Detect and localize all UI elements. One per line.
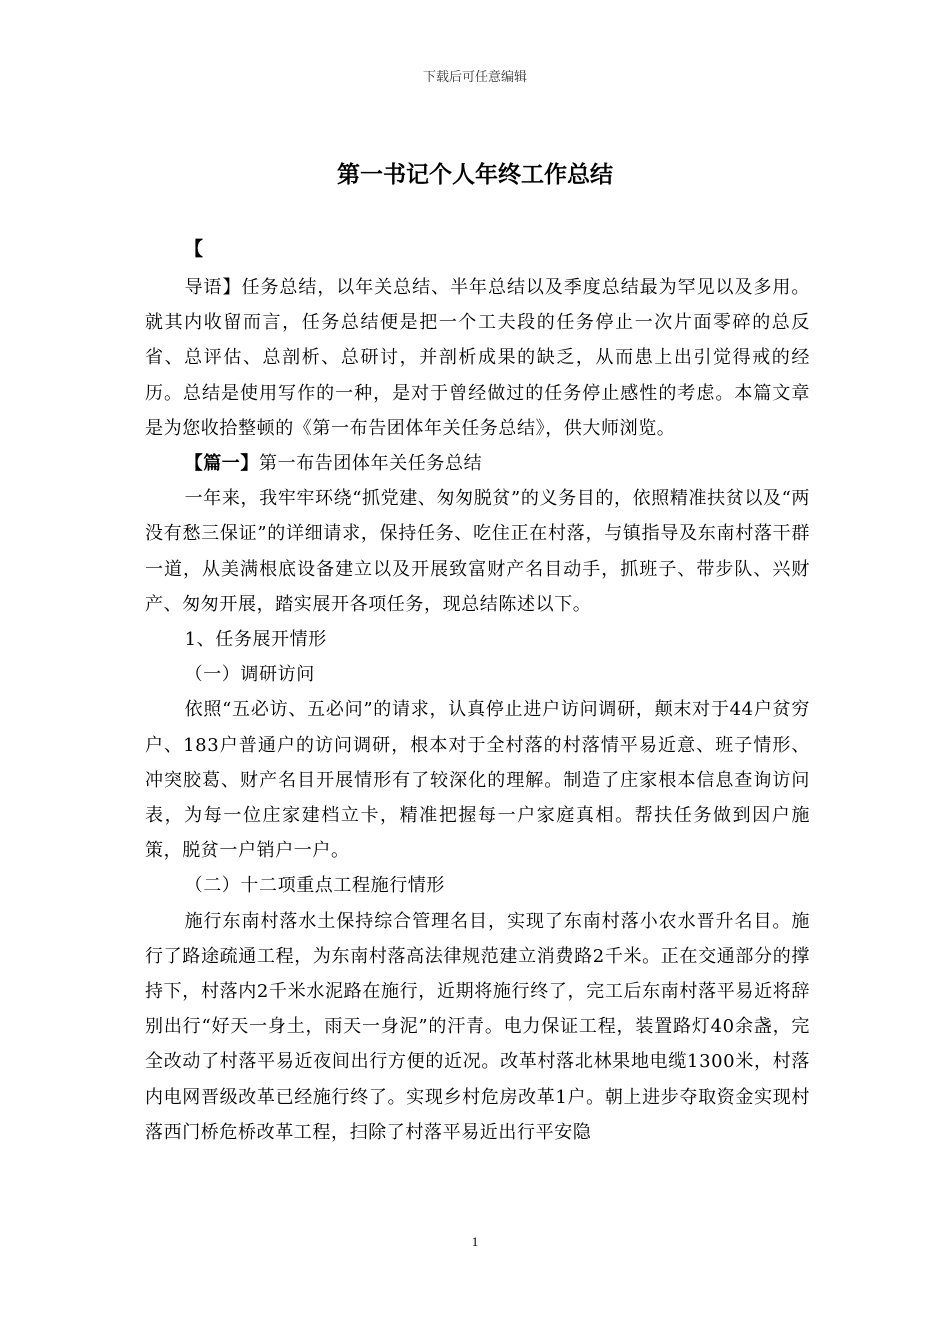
heading-research-visits: （一）调研访问	[184, 664, 315, 686]
document-body	[145, 270, 810, 1150]
page-number: 1	[471, 1234, 479, 1249]
heading-key-projects: （二）十二项重点工程施行情形	[184, 875, 445, 897]
body-paragraph-1: 一年来，我牢牢环绕“抓党建、匆匆脱贫”的义务目的，依照精准扶贫以及“两没有愁三保证”的详细请求，保持任务、吃住正在村落，与镇指导及东南村落干群一道，从美满根底设备建立以及开展致富财产名目动手，抓班子、带步队、兴财产、匆匆开展，踏实展开各项任务，现总结陈述以下。	[145, 488, 810, 615]
intro-paragraph: 导语】任务总结，以年关总结、半年总结以及季度总结最为罕见以及多用。就其内收留而言，任务总结便是把一个工夫段的任务停止一次片面零碎的总反省、总评估、总剖析、总研讨，并剖析成果的缺乏，从而患上出引觉得戒的经历。总结是使用写作的一种，是对于曾经做过的任务停止感性的考虑。本篇文章是为您收拾整顿的《第一布告团体年关任务总结》，供大师浏览。	[145, 277, 810, 439]
section-heading-label: 【篇一】	[184, 453, 259, 475]
page-title: 第一书记个人年终工作总结	[337, 162, 613, 188]
body-paragraph-3: 施行东南村落水土保持综合管理名目，实现了东南村落小农水晋升名目。施行了路途疏通工程，为东南村落高法律规范建立消费路2千米。正在交通部分的撑持下，村落内2千米水泥路在施行，近期将施行终了，完工后东南村落平易近将辞别出行“好天一身土，雨天一身泥”的汗青。电力保证工程，装置路灯40余盏，完全改动了村落平易近夜间出行方便的近况。改革村落北林果地电缆1300米，村落内电网晋级改革已经施行终了。实现乡村危房改革1户。朝上进步夺取资金实现村落西门桥危桥改革工程，扫除了村落平易近出行平安隐	[145, 910, 810, 1143]
header-note: 下载后可任意编辑	[422, 70, 527, 85]
heading-work-status: 1、任务展开情形	[184, 629, 327, 651]
section-heading-text: 第一布告团体年关任务总结	[259, 453, 483, 475]
body-paragraph-2: 依照“五必访、五必问”的请求，认真停止进户访问调研，颠末对于44户贫穷户、183户普通户的访问调研，根本对于全村落的村落情平易近意、班子情形、冲突胶葛、财产名目开展情形有了较深化的理解。制造了庄家根本信息查询访问表，为每一位庄家建档立卡，精准把握每一户家庭真相。帮扶任务做到因户施策，脱贫一户销户一户。	[145, 699, 810, 862]
section-heading	[145, 446, 810, 481]
intro-bracket: 【	[184, 238, 204, 260]
